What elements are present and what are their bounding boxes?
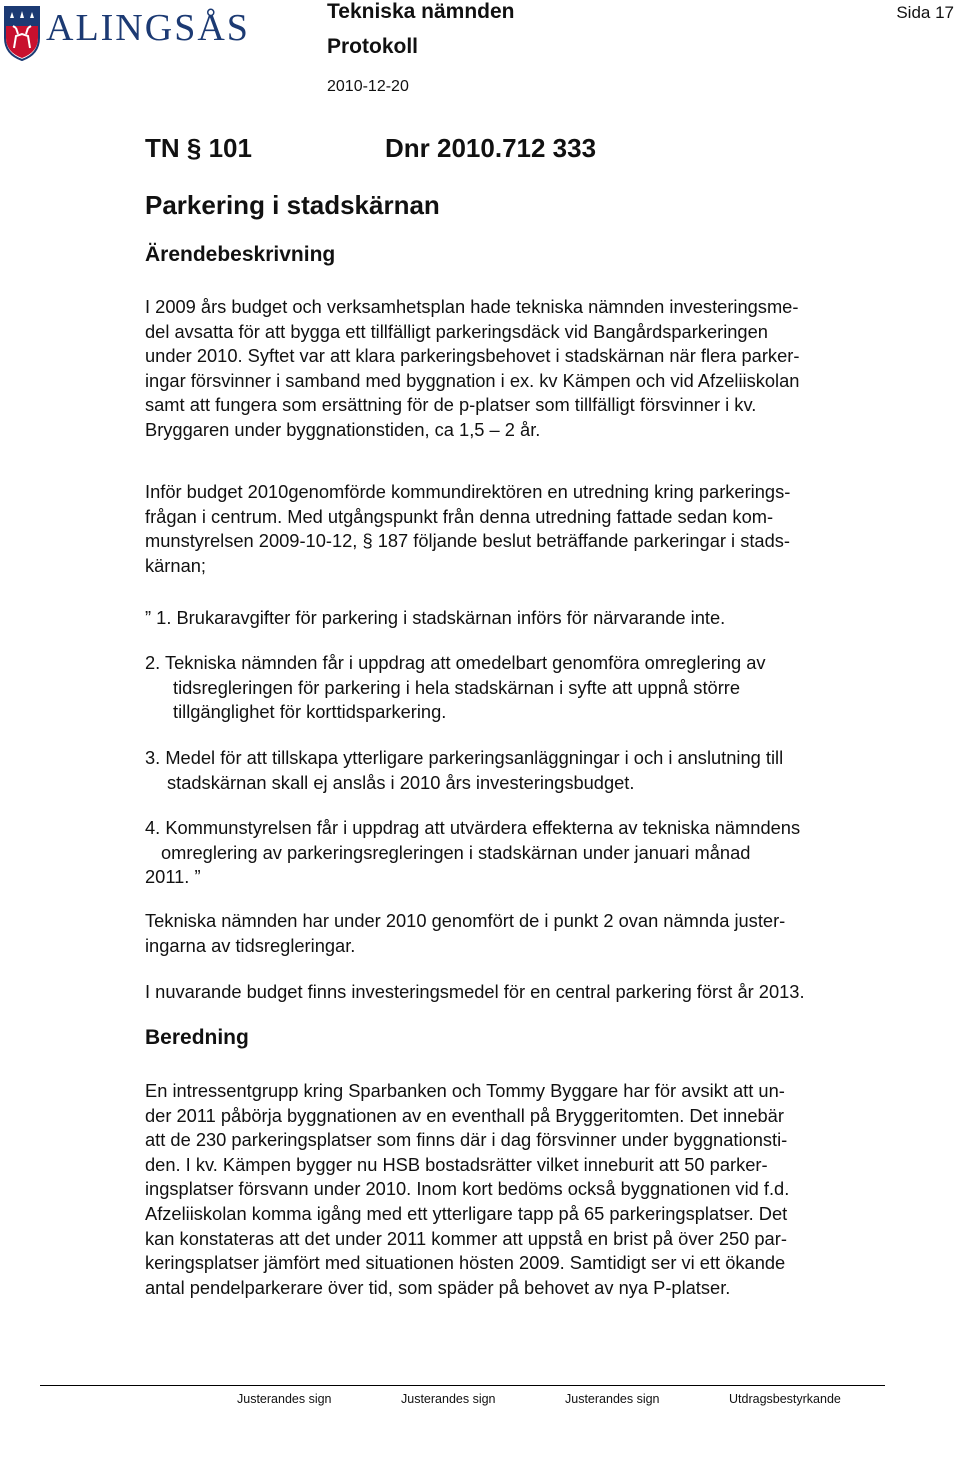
text-line: del avsatta för att bygga ett tillfälligt parkeringsdäck vid Bangårdsparkeringen xyxy=(145,320,768,342)
document-type: Protokoll xyxy=(327,35,419,58)
text-line: att de 230 parkeringsplatser som finns där i dag försvinner under byggnationsti- xyxy=(145,1129,788,1151)
logo-text: ALINGSÅS xyxy=(46,7,250,49)
paragraph xyxy=(145,1079,885,1300)
text-line: kärnan; xyxy=(145,554,206,576)
case-number: TN § 101 xyxy=(145,133,252,163)
signature-field: Justerandes sign xyxy=(237,1392,332,1406)
text-line: Afzeliiskolan komma igång med ett ytterligare tapp på 65 parkeringsplatser. Det xyxy=(145,1202,788,1224)
page-number: Sida 17 xyxy=(896,3,954,22)
text-line: Bryggaren under byggnationstiden, ca 1,5 – 2 år. xyxy=(145,418,541,440)
text-line: Tekniska nämnden har under 2010 genomfört de i punkt 2 ovan nämnda juster- xyxy=(145,910,786,931)
text-line: munstyrelsen 2009-10-12, § 187 följande beslut beträffande parkeringar i stads- xyxy=(145,530,790,552)
text-line: stadskärnan skall ej anslås i 2010 års investeringsbudget. xyxy=(167,771,635,793)
list-item xyxy=(145,816,885,890)
case-reference xyxy=(145,133,597,164)
coat-of-arms-icon xyxy=(2,4,42,62)
footer-divider xyxy=(40,1385,885,1386)
section-title-arendebeskrivning: Ärendebeskrivning xyxy=(145,243,336,266)
text-line: ” 1. Brukaravgifter för parkering i stadskärnan införs för närvarande inte. xyxy=(145,607,726,628)
text-line: frågan i centrum. Med utgångspunkt från denna utredning fattade sedan kom- xyxy=(145,505,774,527)
section-title-beredning: Beredning xyxy=(145,1026,249,1049)
paragraph xyxy=(145,909,885,958)
signature-field: Justerandes sign xyxy=(401,1392,496,1406)
quote-paragraph xyxy=(145,606,885,631)
text-line: der 2011 påbörja byggnationen av en eventhall på Bryggeritomten. Det innebär xyxy=(145,1104,784,1126)
text-line: samt att fungera som ersättning för de p-platser som tillfälligt försvinner i kv. xyxy=(145,394,757,416)
text-line: I 2009 års budget och verksamhetsplan hade tekniska nämnden investeringsme- xyxy=(145,296,799,317)
text-line: 4. Kommunstyrelsen får i uppdrag att utvärdera effekterna av tekniska nämndens xyxy=(145,817,801,838)
page-title: Parkering i stadskärnan xyxy=(145,190,440,220)
case-dnr: Dnr 2010.712 333 xyxy=(385,133,597,163)
text-line: omreglering av parkeringsregleringen i stadskärnan under januari månad xyxy=(161,841,751,863)
text-line: tidsregleringen för parkering i hela stadskärnan i syfte att uppnå större xyxy=(173,676,741,698)
list-item xyxy=(145,651,885,725)
text-line: 2011. ” xyxy=(145,866,201,888)
signature-field: Justerandes sign xyxy=(565,1392,660,1406)
paragraph xyxy=(145,480,885,578)
list-item xyxy=(145,746,885,795)
paragraph xyxy=(145,980,885,1005)
text-line: den. I kv. Kämpen bygger nu HSB bostadsrätter vilket inneburit att 50 parker- xyxy=(145,1153,768,1175)
text-line: ingarna av tidsregleringar. xyxy=(145,934,356,956)
text-line: En intressentgrupp kring Sparbanken och Tommy Byggare har för avsikt att un- xyxy=(145,1080,785,1101)
municipality-logo xyxy=(2,4,262,62)
text-line: I nuvarande budget finns investeringsmedel för en central parkering först år 2013. xyxy=(145,981,805,1002)
text-line: Inför budget 2010genomförde kommundirektören en utredning kring parkerings- xyxy=(145,481,791,502)
meeting-date: 2010-12-20 xyxy=(327,78,409,95)
committee-title: Tekniska nämnden xyxy=(327,0,515,23)
certification-field: Utdragsbestyrkande xyxy=(729,1392,841,1406)
text-line: antal pendelparkerare över tid, som späder på behovet av nya P-platser. xyxy=(145,1276,731,1298)
text-line: tillgänglighet för korttidsparkering. xyxy=(173,701,447,723)
text-line: ingsplatser försvann under 2010. Inom kort bedöms också byggnationen vid f.d. xyxy=(145,1178,790,1200)
text-line: ingar försvinner i samband med byggnation i ex. kv Kämpen och vid Afzeliiskolan xyxy=(145,369,800,391)
text-line: keringsplatser jämfört med situationen hösten 2009. Samtidigt ser vi ett ökande xyxy=(145,1252,786,1274)
paragraph xyxy=(145,295,885,443)
text-line: kan konstateras att det under 2011 kommer att uppstå en brist på över 250 par- xyxy=(145,1227,787,1249)
text-line: 2. Tekniska nämnden får i uppdrag att omedelbart genomföra omreglering av xyxy=(145,652,766,673)
text-line: under 2010. Syftet var att klara parkeringsbehovet i stadskärnan när flera parker- xyxy=(145,345,800,367)
text-line: 3. Medel för att tillskapa ytterligare parkeringsanläggningar i och i anslutning till xyxy=(145,747,784,768)
